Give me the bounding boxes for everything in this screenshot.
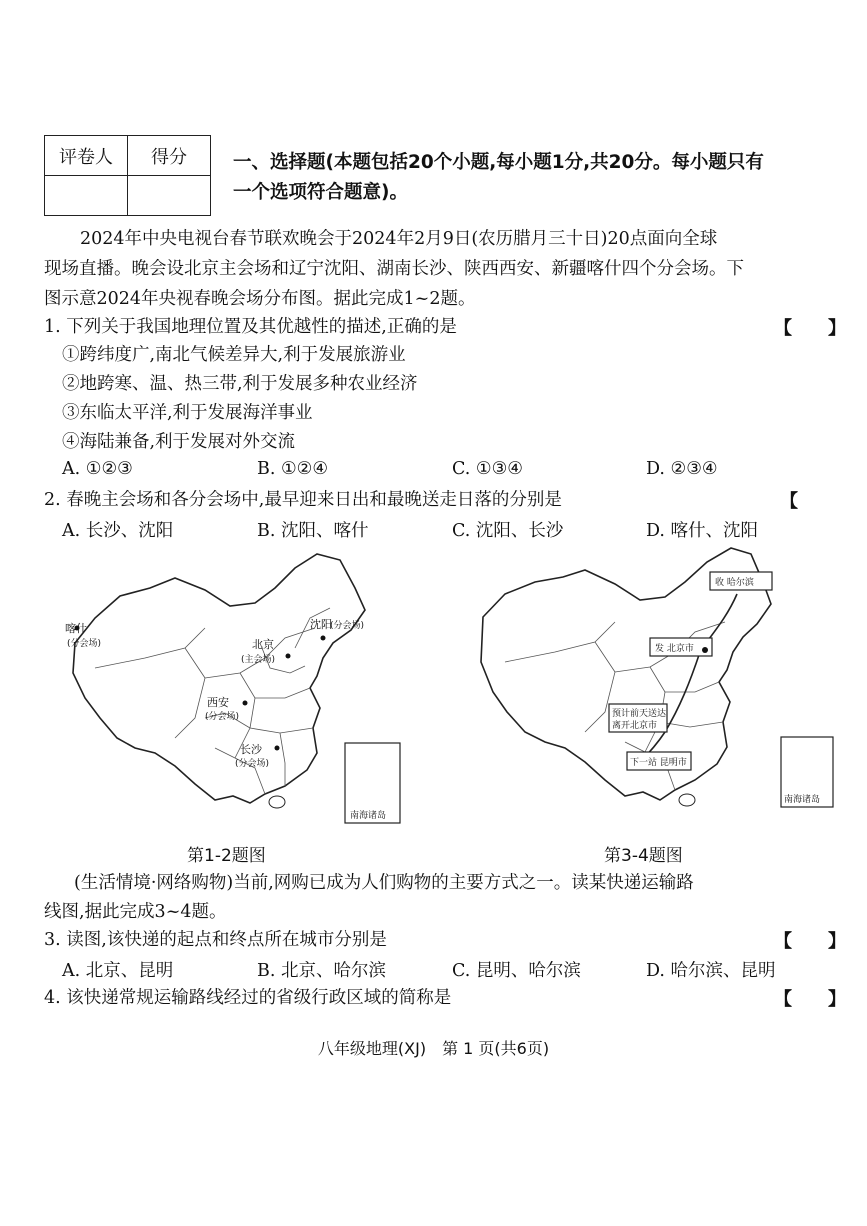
section-heading-line2: 一个选项符合题意)。 — [233, 182, 408, 203]
intro2-line-2: 线图,据此完成3~4题。 — [44, 902, 227, 922]
changsha-label: 长沙 — [240, 743, 262, 756]
grader-header: 评卷人 — [45, 136, 128, 176]
q1-answer-bracket[interactable]: 【 】 — [774, 318, 846, 339]
hainan-island-1 — [269, 796, 285, 808]
leave-label-line1: 预计前天送达 — [612, 709, 667, 719]
beijing-marker — [286, 654, 291, 659]
q1-item-1: ①跨纬度广,南北气候差异大,利于发展旅游业 — [62, 345, 406, 365]
map-1-venue-distribution — [55, 548, 420, 833]
score-header: 得分 — [128, 136, 211, 176]
changsha-sub-label: (分会场) — [235, 759, 270, 769]
intro2-line-1: (生活情境·网络购物)当前,网购已成为人们购物的主要方式之一。读某快递运输路 — [74, 873, 694, 893]
q3-option-a[interactable]: A. 北京、昆明 — [62, 961, 174, 981]
score-table — [44, 135, 211, 216]
shenyang-sub-label: (分会场) — [330, 621, 365, 631]
q4-answer-bracket[interactable]: 【 】 — [774, 989, 846, 1010]
shenyang-label: 沈阳 — [310, 618, 332, 631]
intro-line-1: 2024年中央电视台春节联欢晚会于2024年2月9日(农历腊月三十日)20点面向全球 — [80, 229, 718, 249]
shenyang-marker — [321, 636, 326, 641]
beijing-label: 北京 — [252, 638, 274, 651]
page-footer: 八年级地理(XJ) 第 1 页(共6页) — [317, 1039, 550, 1058]
q1-option-c[interactable]: C. ①③④ — [452, 459, 523, 479]
china-map-1 — [55, 548, 420, 833]
q2-answer-bracket[interactable]: 【 — [780, 491, 798, 512]
q3-answer-bracket[interactable]: 【 】 — [774, 931, 846, 952]
china-map-2 — [475, 542, 840, 832]
kashi-label: 喀什 — [65, 622, 87, 635]
q3-option-b[interactable]: B. 北京、哈尔滨 — [257, 961, 386, 981]
kashi-sub-label: (分会场) — [67, 639, 102, 649]
xian-label: 西安 — [207, 696, 229, 709]
changsha-marker — [275, 746, 280, 751]
q1-stem: 1. 下列关于我国地理位置及其优越性的描述,正确的是 — [44, 317, 457, 337]
q2-option-d[interactable]: D. 喀什、沈阳 — [646, 521, 759, 541]
harbin-label: 收 哈尔滨 — [715, 578, 754, 588]
china-outline-1 — [73, 554, 365, 803]
q3-option-c[interactable]: C. 昆明、哈尔滨 — [452, 961, 581, 981]
kunming-label: 下一站 昆明市 — [630, 758, 687, 768]
section-heading-line1: 一、选择题(本题包括20个小题,每小题1分,共20分。每小题只有 — [233, 152, 764, 173]
south-sea-label-2: 南海诸岛 — [784, 795, 821, 805]
q1-option-b[interactable]: B. ①②④ — [257, 459, 329, 479]
map-1-caption: 第1-2题图 — [187, 846, 266, 866]
score-cell[interactable] — [128, 176, 211, 216]
q2-option-c[interactable]: C. 沈阳、长沙 — [452, 521, 564, 541]
q1-option-a[interactable]: A. ①②③ — [62, 459, 133, 479]
hainan-island-2 — [679, 794, 695, 806]
intro-line-2: 现场直播。晚会设北京主会场和辽宁沈阳、湖南长沙、陕西西安、新疆喀什四个分会场。下 — [44, 259, 744, 279]
q1-option-d[interactable]: D. ②③④ — [646, 459, 718, 479]
q3-stem: 3. 读图,该快递的起点和终点所在城市分别是 — [44, 930, 387, 950]
beijing-route-label: 发 北京市 — [655, 644, 694, 654]
q2-option-a[interactable]: A. 长沙、沈阳 — [62, 521, 174, 541]
map-2-caption: 第3-4题图 — [604, 846, 683, 866]
q1-item-2: ②地跨寒、温、热三带,利于发展多种农业经济 — [62, 374, 418, 394]
beijing-sub-label: (主会场) — [241, 655, 276, 665]
beijing-route-marker — [702, 647, 708, 653]
intro-line-3: 图示意2024年央视春晚会场分布图。据此完成1~2题。 — [44, 289, 476, 309]
xian-marker — [243, 701, 248, 706]
q1-item-4: ④海陆兼备,利于发展对外交流 — [62, 432, 296, 452]
q1-item-3: ③东临太平洋,利于发展海洋事业 — [62, 403, 313, 423]
grader-cell[interactable] — [45, 176, 128, 216]
south-sea-label-1: 南海诸岛 — [350, 811, 387, 821]
q3-option-d[interactable]: D. 哈尔滨、昆明 — [646, 961, 776, 981]
map-2-express-route — [475, 542, 840, 832]
q2-option-b[interactable]: B. 沈阳、喀什 — [257, 521, 369, 541]
xian-sub-label: (分会场) — [205, 712, 240, 722]
leave-label-line2: 离开北京市 — [612, 721, 658, 731]
q4-stem: 4. 该快递常规运输路线经过的省级行政区域的简称是 — [44, 988, 452, 1008]
q2-stem: 2. 春晚主会场和各分会场中,最早迎来日出和最晚送走日落的分别是 — [44, 490, 562, 510]
